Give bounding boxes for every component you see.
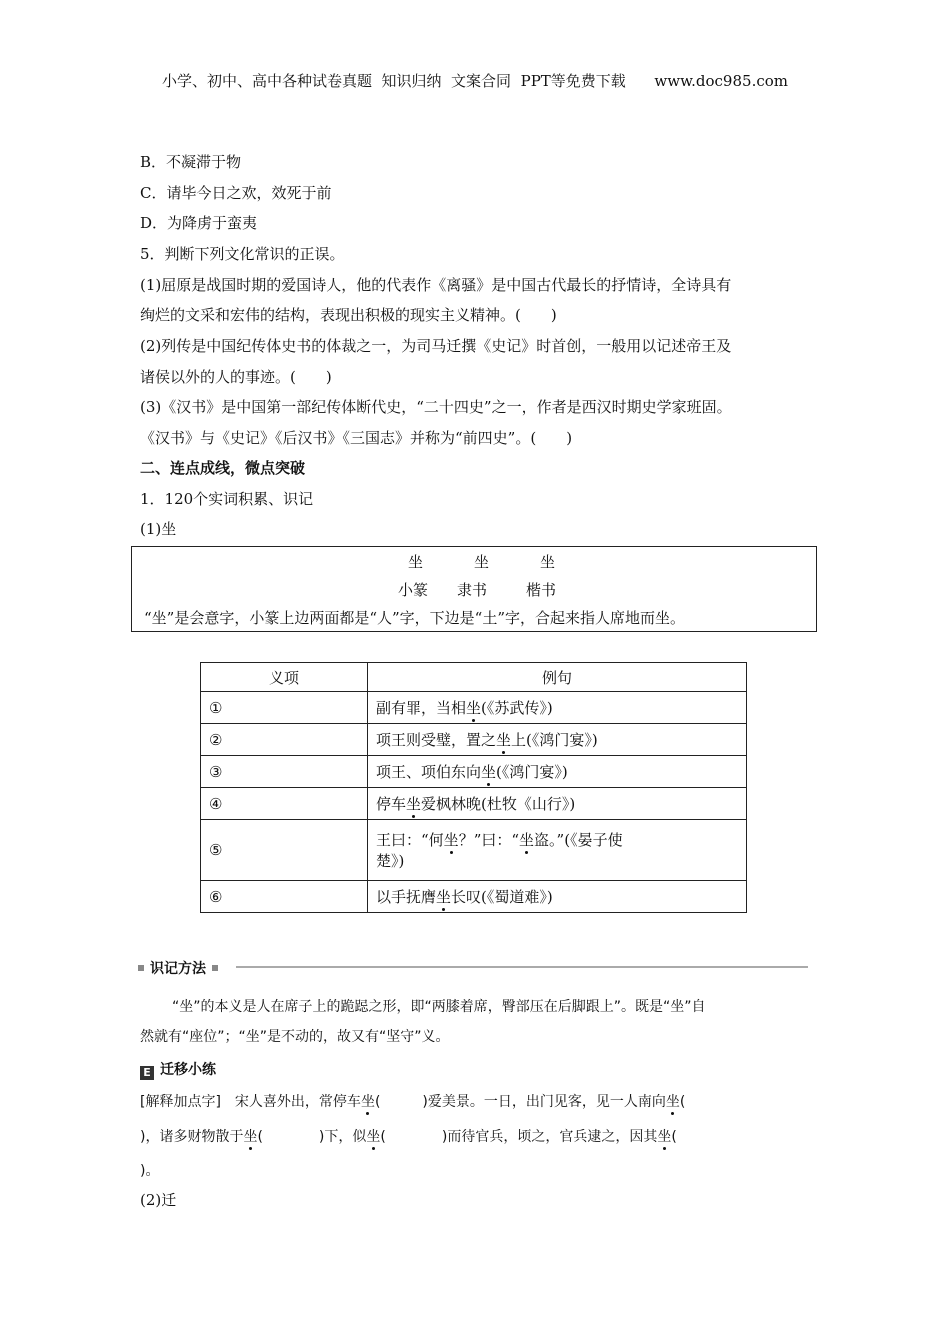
glyph-seal: 坐: [408, 553, 424, 571]
dotted-char: 坐: [361, 1091, 375, 1111]
dotted-char: 坐: [366, 1126, 380, 1146]
dotted-char: 坐: [443, 831, 459, 849]
row-number: ①: [201, 692, 368, 724]
method-text-line2: 然就有“座位”；“坐”是不动的，故又有“坚守”义。: [140, 1029, 450, 1045]
row-example: 以手抚膺坐长叹(《蜀道难》): [368, 881, 747, 913]
section-2-title: 二、连点成线，微点突破: [140, 459, 306, 477]
q5-item3-line2: 《汉书》与《史记》《后汉书》《三国志》并称为“前四史”。( ): [140, 429, 573, 447]
option-d: D．为降虏于蛮夷: [140, 214, 258, 232]
row-number: ⑥: [201, 881, 368, 913]
method-text-line1: “坐”的本义是人在席子上的跪跽之形，即“两膝着席，臀部压在后脚跟上”。既是“坐”自: [172, 999, 706, 1015]
dotted-char: 坐: [666, 1091, 680, 1111]
practice-line1: [解释加点字] 宋人喜外出，常停车坐( )爱美景。一日，出门见客，见一人南向坐(: [140, 1091, 685, 1111]
dotted-char: 坐: [496, 731, 512, 749]
character-description: “坐”是会意字，小篆上边两面都是“人”字，下边是“土”字，合起来指人席地而坐。: [144, 609, 686, 627]
row-example: 停车坐爱枫林晚(杜牧《山行》): [368, 788, 747, 820]
q5-item1-line1: (1)屈原是战国时期的爱国诗人，他的代表作《离骚》是中国古代最长的抒情诗，全诗具有: [140, 276, 732, 294]
dotted-char: 坐: [243, 1126, 257, 1146]
next-char-heading: (2)迁: [140, 1191, 177, 1209]
row-number: ④: [201, 788, 368, 820]
square-bullet-icon: [138, 965, 144, 971]
label-seal: 小篆: [398, 581, 429, 599]
table-row: [201, 820, 747, 881]
dotted-char: 坐: [466, 699, 482, 717]
table-row: [201, 881, 747, 913]
row-number: ⑤: [201, 820, 368, 881]
square-bullet-icon: [212, 965, 218, 971]
section-divider: [236, 966, 808, 968]
meaning-table: [200, 662, 747, 913]
method-section-title: 识记方法: [138, 958, 224, 978]
row-example: 王曰：“何坐？”曰：“坐盗。”(《晏子使 楚》): [368, 820, 747, 881]
practice-line3: )。: [140, 1163, 160, 1179]
label-clerical: 隶书: [457, 581, 488, 599]
row-example: 项王、项伯东向坐(《鸿门宴》): [368, 756, 747, 788]
dotted-char: 坐: [481, 763, 497, 781]
row-number: ③: [201, 756, 368, 788]
table-row: [201, 692, 747, 724]
option-c: C．请毕今日之欢，效死于前: [140, 184, 332, 202]
table-row: [201, 724, 747, 756]
character-evolution-box: [131, 546, 817, 632]
q5-item1-line2: 绚烂的文采和宏伟的结构，表现出积极的现实主义精神。( ): [140, 306, 557, 324]
label-regular: 楷书: [526, 581, 557, 599]
dotted-char: 坐: [436, 888, 452, 906]
row-number: ②: [201, 724, 368, 756]
question-5-title: 5．判断下列文化常识的正误。: [140, 245, 345, 263]
glyph-regular: 坐: [540, 553, 556, 571]
table-row: [201, 756, 747, 788]
row-example: 项王则受璧，置之坐上(《鸿门宴》): [368, 724, 747, 756]
char-heading: (1)坐: [140, 520, 177, 538]
page-header: 小学、初中、高中各种试卷真题 知识归纳 文案合同 PPT等免费下载 www.doc985.com: [161, 72, 788, 90]
q5-item2-line1: (2)列传是中国纪传体史书的体裁之一，为司马迁撰《史记》时首创，一般用以记述帝王及: [140, 337, 732, 355]
subsection-1-title: 1．120个实词积累、识记: [140, 490, 314, 508]
practice-title: E 迁移小练: [140, 1059, 216, 1080]
header-example: 例句: [368, 663, 747, 692]
table-row: [201, 788, 747, 820]
dotted-char: 坐: [657, 1126, 671, 1146]
row-example: 副有罪，当相坐(《苏武传》): [368, 692, 747, 724]
q5-item3-line1: (3)《汉书》是中国第一部纪传体断代史，“二十四史”之一，作者是西汉时期史学家班固。: [140, 398, 732, 416]
practice-line2: )，诸多财物散于坐( )下，似坐( )而待官兵，顷之，官兵逮之，因其坐(: [140, 1126, 677, 1146]
practice-badge-icon: E: [140, 1066, 154, 1080]
dotted-char: 坐: [519, 831, 535, 849]
dotted-char: 坐: [406, 795, 422, 813]
glyph-clerical: 坐: [474, 553, 490, 571]
q5-item2-line2: 诸侯以外的人的事迹。( ): [140, 368, 332, 386]
header-meaning: 义项: [201, 663, 368, 692]
option-b: B．不凝滞于物: [140, 153, 242, 171]
table-header-row: [201, 663, 747, 692]
